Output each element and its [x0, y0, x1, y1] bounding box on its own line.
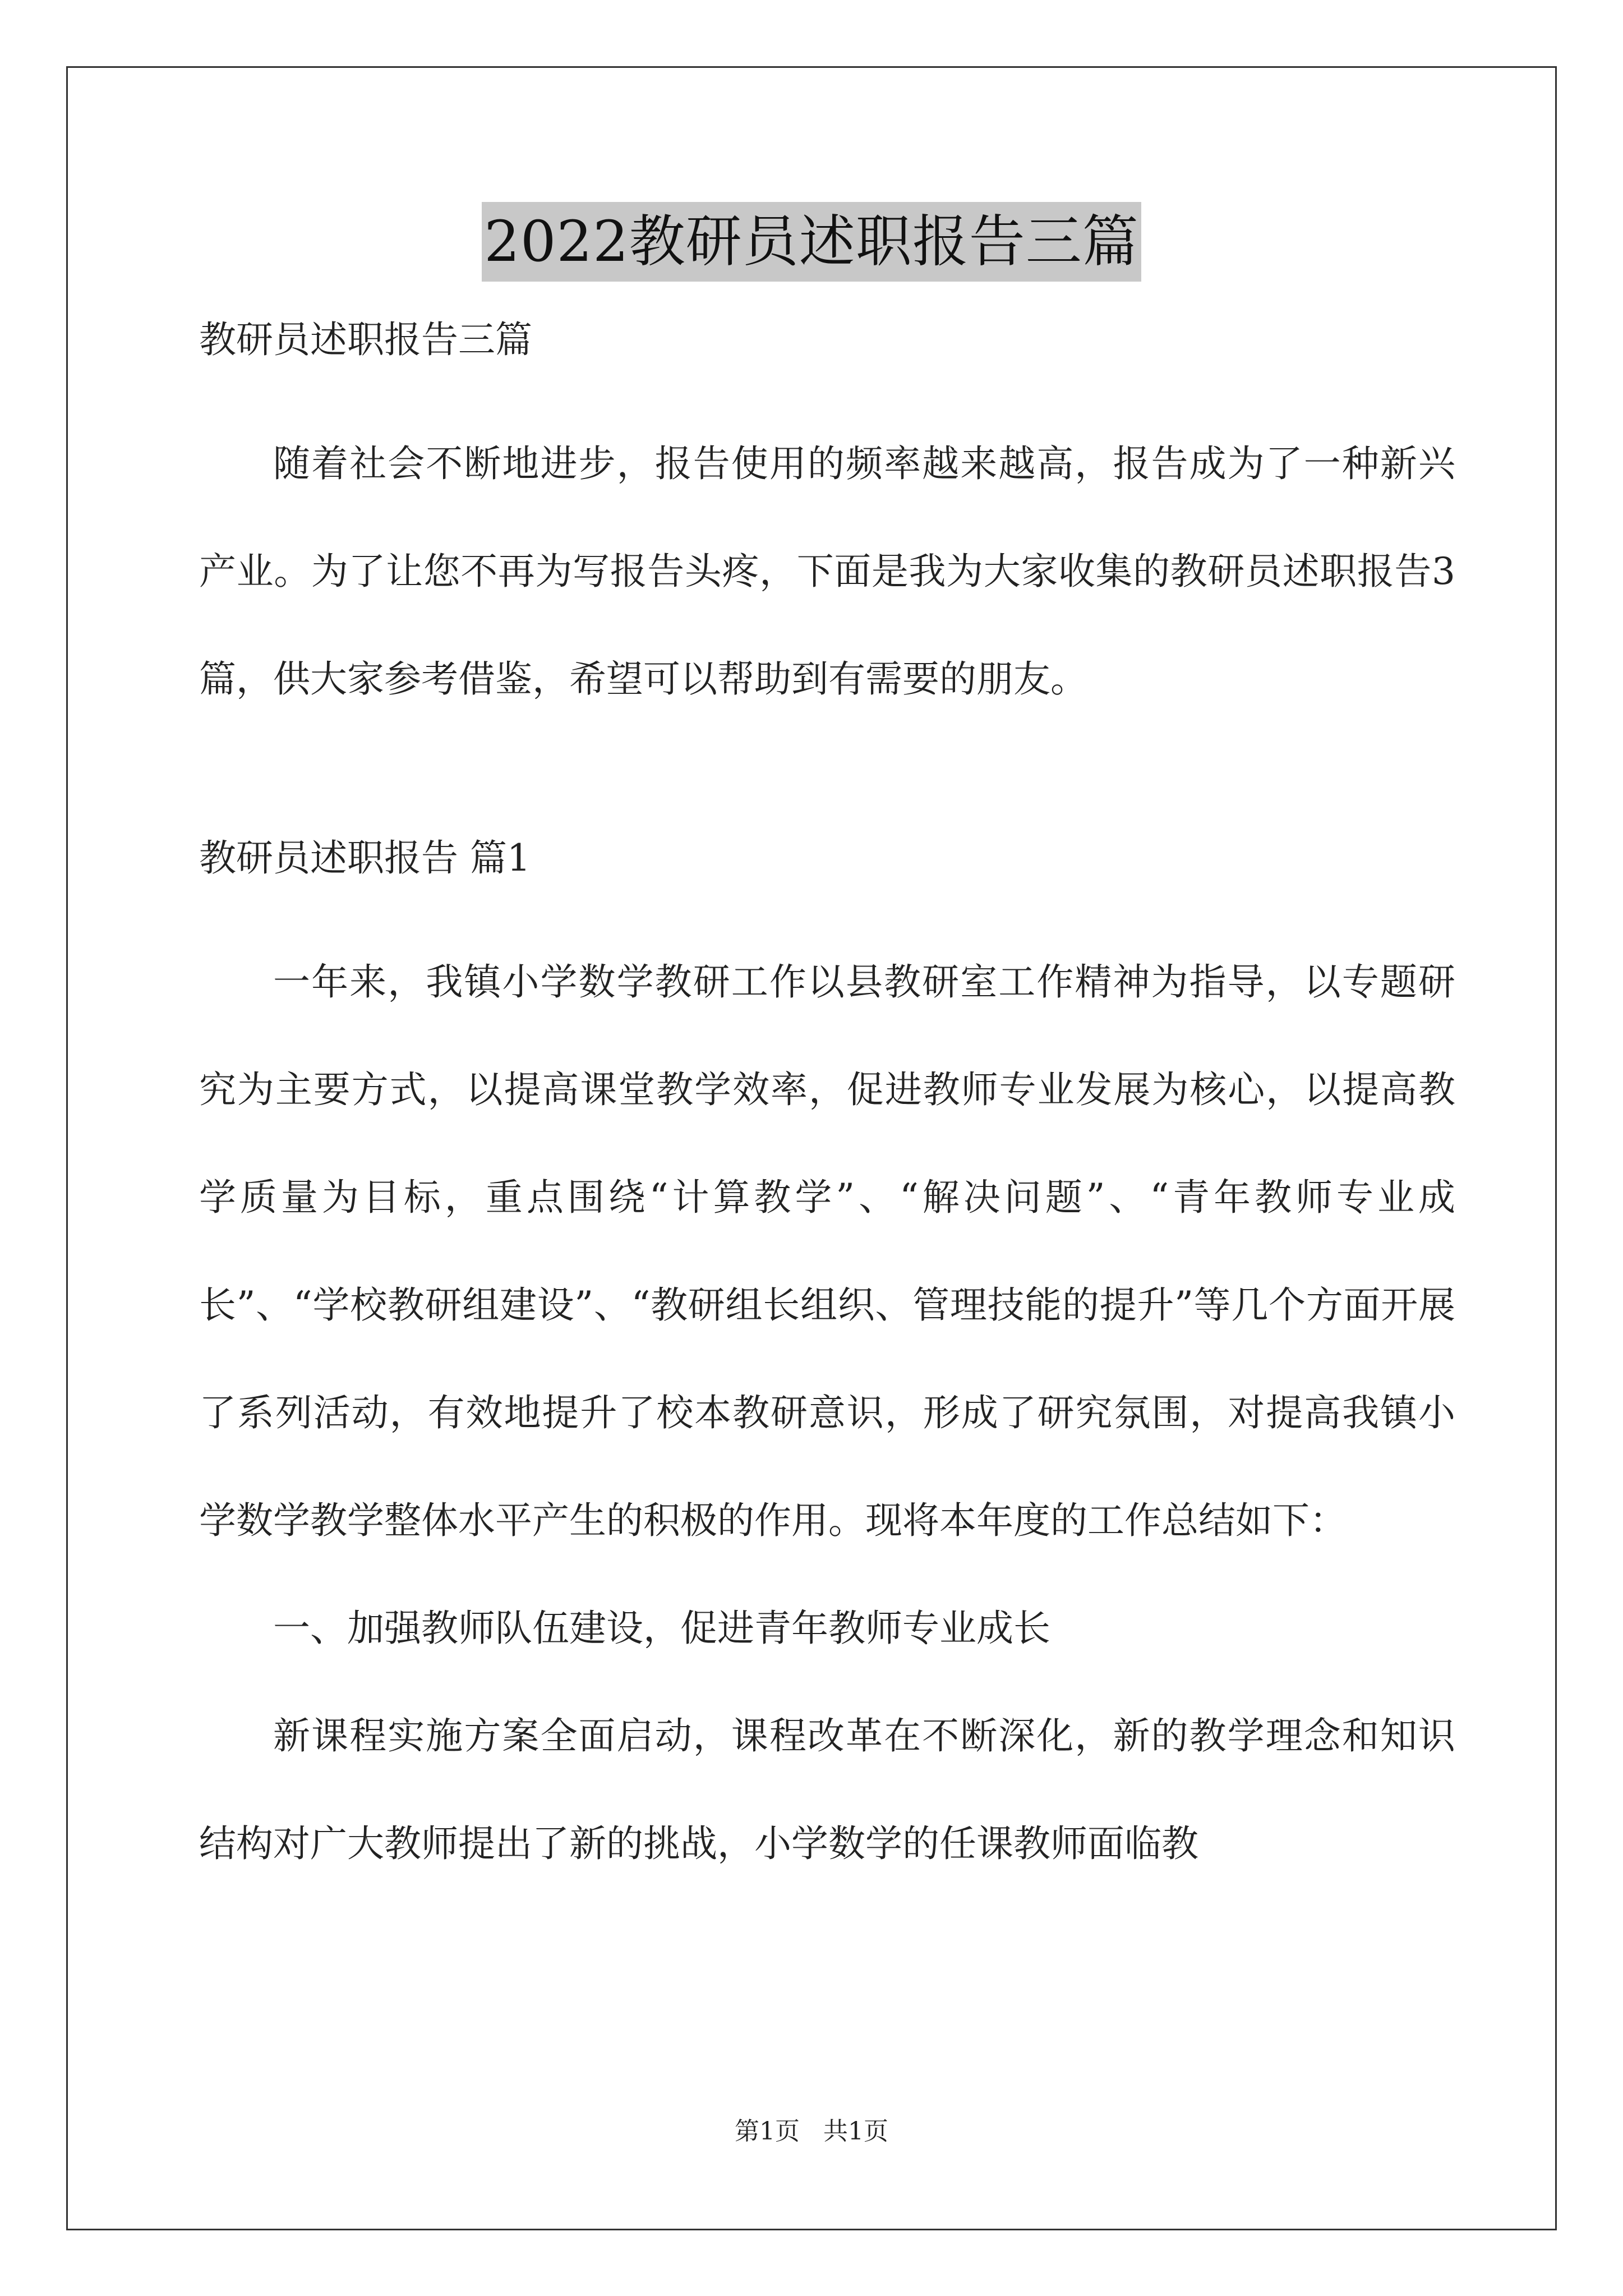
document-subtitle: 教研员述职报告三篇 [199, 318, 532, 361]
section-paragraph-2: 新课程实施方案全面启动，课程改革在不断深化，新的教学理念和知识结构对广大教师提出了新的挑战，小学数学的任课教师面临教 [199, 1714, 1455, 1865]
intro-paragraph: 随着社会不断地进步，报告使用的频率越来越高，报告成为了一种新兴产业。为了让您不再为写报告头疼，下面是我为大家收集的教研员述职报告3篇，供大家参考借鉴，希望可以帮助到有需要的朋友。 [199, 442, 1455, 701]
document-body [199, 311, 1455, 1898]
document-title: 2022教研员述职报告三篇 [482, 202, 1141, 282]
page-number: 第1页 [735, 2117, 800, 2146]
intro-paragraph-container [199, 410, 1455, 733]
title-container [0, 202, 1623, 282]
section-paragraph-1: 一年来，我镇小学数学教研工作以县教研室工作精神为指导，以专题研究为主要方式，以提高课堂教学效率，促进教师专业发展为核心，以提高教学质量为目标，重点围绕“计算教学”、“解决问题”、“青年教师专业成长”、“学校教研组建设”、“教研组长组织、管理技能的提升”等几个方面开展了系列活动，有效地提升了校本教研意识，形成了研究氛围，对提高我镇小学数学教学整体水平产生的积极的作用。现将本年度的工作总结如下： [199, 960, 1455, 1542]
section-heading: 教研员述职报告 篇1 [199, 836, 531, 880]
section-subheading: 一、加强教师队伍建设，促进青年教师专业成长 [273, 1607, 1050, 1650]
page-footer [0, 2115, 1623, 2148]
page-total: 共1页 [823, 2117, 888, 2146]
section-body [199, 928, 1455, 1898]
